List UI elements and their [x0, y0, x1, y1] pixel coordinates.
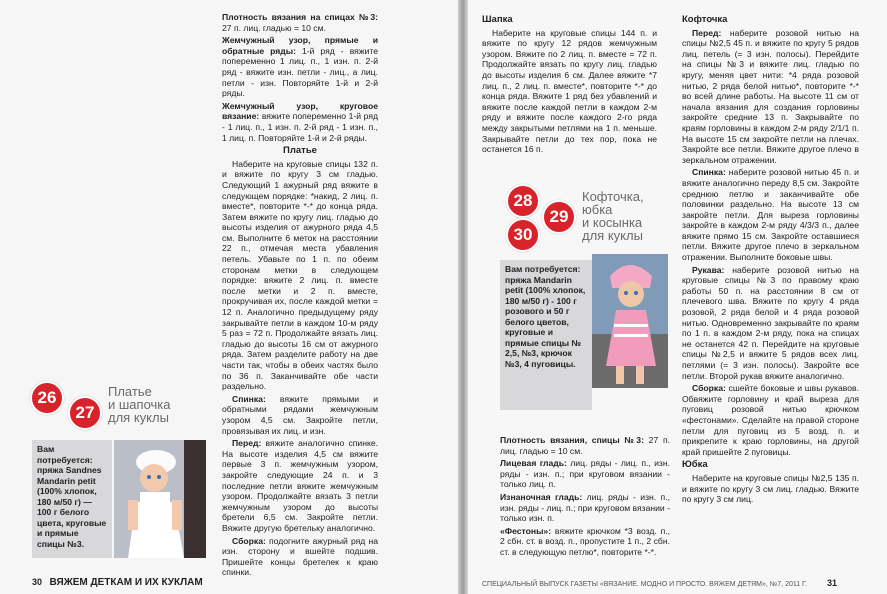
assembly-heading: Сборка: — [692, 383, 726, 394]
scallops-text: вяжите крючком *3 возд. п., 2 сбн. ст. в возд. п., пропустите 1 п., 2 сбн. ст. в следующую петлю*, повторите *-*. — [500, 525, 670, 557]
hat-column — [482, 12, 657, 157]
section-title: Платье и шапочка для куклы — [108, 384, 171, 425]
reverse-stockinette-heading: Изнаночная гладь: — [500, 491, 583, 502]
gauge-heading: Плотность вязания на спицах №3: — [222, 12, 378, 22]
right-page — [468, 0, 887, 594]
left-footer — [32, 577, 203, 588]
doll-dress-photo — [114, 440, 206, 558]
technique-column — [500, 435, 670, 560]
hat-heading: Шапка — [482, 14, 513, 25]
pearl-round-text: вяжите попеременно 1-й ряд - 1 лиц. п., 1 изн. п. 2-й ряд - 1 изн. п., 1 лиц. п. Повторяйте 1-й и 2-й ряды. — [222, 111, 378, 143]
hat-text: Наберите на круговые спицы 144 п. и вяжите по кругу 12 рядов жемчужным узором. Вяжите по 2 лиц. п. вместе = 72 п. Продолжайте вязать по кругу лиц. гладью до высоты изделия 6 см. Далее вяжите *7 лиц. п., 2 лиц. п. вместе*, повторите *-* до конца ряда. Вяжите 1 ряд без убавлений и вяжите после каждой петли в каждом 2-м ряду и вяжите после каждого 2-го ряда между закрытыми петлями на 1 п. меньше. Закрывайте петли до тех пор, пока не останется 16 п. — [482, 27, 657, 155]
pattern-number-badge: 26 — [30, 381, 64, 415]
front-heading: Перед: — [692, 27, 722, 38]
pearl-round-heading: Жемчужный узор, круговое вязание: — [222, 100, 378, 122]
front-text: наберите розовой нитью на спицы №2,5 45 п. и вяжите по кругу 5 рядов лиц. петель (= 3 изн. полосы). Перейдите на спицы №3 и вяжите лиц. гладью по кругу, меняя цвет нити: *4 ряда розовой нитью, 2 ряда белой нитью*, повторите *-* во всей длине работы. На высоте 11 см от начала вязания для создания горловины закройте средние 13 п. Закрывайте по краям горловины в каждом 2-м ряду 2/1/1 п. На высоте 15 см закройте петли на плечах. Закройте все петли. Вяжите другое плечо в зеркальном отражении. — [682, 27, 859, 165]
skirt-heading: Юбка — [682, 459, 708, 471]
pattern-number-badge: 27 — [68, 396, 102, 430]
sleeves-text: наберите розовой нитью на круговые спицы №3 по правому краю работы 50 п. на расстоянии 8 см от плечевого шва. Вяжите по кругу 4 ряда розовой, 2 ряда белой и 4 ряда розовой нитью. Одновременно закрывайте по краям по 1 п. в каждом 2-м ряду, пока на спицах не останется 42 п. Перейдите на круговые спицы №2,5 и вяжите 5 рядов всех лиц. петлями (= 3 изн. полосы). Закройте все петли. Второй рукав вяжите аналогично. — [682, 264, 859, 381]
front-heading: Перед: — [232, 438, 262, 449]
gauge-heading: Плотность вязания, спицы №3: — [500, 435, 644, 445]
dress-heading: Платье — [283, 145, 317, 157]
skirt-text: Наберите на круговые спицы №2,5 135 п. и вяжите по кругу 3 см лиц. гладью. Вяжите по кругу 3 см лиц. — [682, 472, 859, 505]
materials-box: Вам потребуется: пряжа Sandnes Mandarin petit (100% хлопок, 180 м/50 г) — 100 г белого цвета, круговые и прямые спицы №3. — [32, 440, 112, 558]
scallops-heading: «Фестоны»: — [500, 525, 552, 536]
assembly-heading: Сборка: — [232, 535, 266, 546]
assembly-text: подогните ажурный ряд на изн. сторону и вшейте подшив. Пришейте концы бретелек к краю спинки. — [222, 535, 378, 578]
pattern-number-badge: 29 — [542, 200, 576, 234]
right-footer — [482, 578, 877, 588]
gauge-text: 27 п. лиц. гладью = 10 см. — [222, 22, 326, 33]
footer-title: СПЕЦИАЛЬНЫЙ ВЫПУСК ГАЗЕТЫ «ВЯЗАНИЕ. МОДНО И ПРОСТО. ВЯЖЕМ ДЕТЯМ», №7, 2011 Г. — [482, 581, 807, 588]
page-gutter — [458, 0, 468, 594]
pearl-flat-heading: Жемчужный узор, прямые и обратные ряды: — [222, 35, 378, 56]
page-number: 31 — [826, 578, 837, 588]
assembly-text: сшейте боковые и швы рукавов. Обвяжите горловину и край выреза для пуговиц розовой нитью крючком «фестонами». Сделайте на правой стороне петли для пуговиц из 5 возд. п. и прикрепите к краю горловины, на другой край пришейте 2 пуговицы. — [682, 383, 859, 457]
pattern-number-badge: 28 — [506, 184, 540, 218]
pearl-flat-text: 1-й ряд - вяжите попеременно 1 лиц. п., 1 изн. п. 2-й ряд - вяжите изн. петли - лиц., а лиц. петли - изн. Повторяйте 1-й и 2-й ряды. — [222, 45, 378, 99]
stockinette-text: лиц. ряды - лиц. п., изн. ряды - изн. п.; при круговом вязании - только лиц. п. — [500, 458, 670, 490]
gauge-text: 27 п. лиц. гладью = 10 см. — [500, 435, 670, 456]
pattern-number-badge: 30 — [506, 218, 540, 252]
blouse-column — [682, 12, 859, 507]
dress-text: Наберите на круговые спицы 132 п. и вяжите по кругу 3 см гладью. Следующий 1 ажурный ряд вяжите в следующем порядке: *накид, 2 лиц. п. вместе*, повторите *-* до конца ряда. Затем вяжите по кругу лиц. гладью до высоты изделия от ажурного ряда 4,5 см. Выполните 6 меток на расстоянии 22 п., отмечая места убавления петель. Убавьте по 1 п. по обеим сторонам метки в следующем порядке: вяжите 2 лиц. п. вместе после метки и 2 п. вместе, прокручивая их, после каждой метки = 12 п. Аналогично предыдущему ряду закрывайте петли в каждом 10-м ряду 5 раз = 72 п. Продолжайте вязать лиц. гладью до высоты 16 см от ажурного ряда. Затем разделите работу на две части так, чтобы в обеих частях было по 36 п. Заканчивайте обе части раздельно. — [222, 158, 378, 392]
reverse-stockinette-text: лиц. ряды - изн. п., изн. ряды - лиц. п.; при круговом вязании - только изн. п. — [500, 491, 670, 524]
back-text: наберите розовой нитью 45 п. и вяжите аналогично переду 8,5 см. Закройте среднюю петлю и заканчивайте обе половинки раздельно. На высоте 13 см закройте петли. Для выреза горловины закройте в каждом 2-м ряду 4/3/3 п., далее вяжите прямо 15 см. Закройте оставшиеся петли. Вяжите другое плечо в зеркальном отражении. Выполните боковые швы. — [682, 167, 859, 263]
page-number: 30 — [32, 577, 43, 587]
footer-title: ВЯЖЕМ ДЕТКАМ И ИХ КУКЛАМ — [49, 577, 203, 588]
sleeves-heading: Рукава: — [692, 264, 725, 275]
stockinette-heading: Лицевая гладь: — [500, 458, 567, 469]
back-heading: Спинка: — [232, 393, 266, 404]
doll-blouse-photo — [592, 254, 668, 388]
back-heading: Спинка: — [692, 167, 726, 178]
front-text: вяжите аналогично спинке. На высоте изделия 4,5 см вяжите первые 3 п. жемчужным узором, закройте следующие 24 п. и 3 последние петли вяжите жемчужным узором. Продолжайте вязать 3 петли жемчужным узором до высоты бретели 6,5 см. Закройте петли. Вяжите другую бретельку аналогично. — [222, 438, 378, 533]
section-title: Кофточка, юбка и косынка для куклы — [582, 189, 644, 243]
left-text-column — [222, 12, 378, 580]
blouse-heading: Кофточка — [682, 14, 728, 25]
materials-box: Вам потребуется: пряжа Mandarin petit (100% хлопок, 180 м/50 г) - 100 г розового и 50 г белого цветов, круговые и прямые спицы № 2,5, №3, крючок №3, 4 пуговицы. — [500, 260, 592, 410]
back-text: вяжите прямыми и обратными рядами жемчужным узором 4,5 см. Закройте петли, провязывая их лиц. и изн. — [222, 393, 378, 436]
